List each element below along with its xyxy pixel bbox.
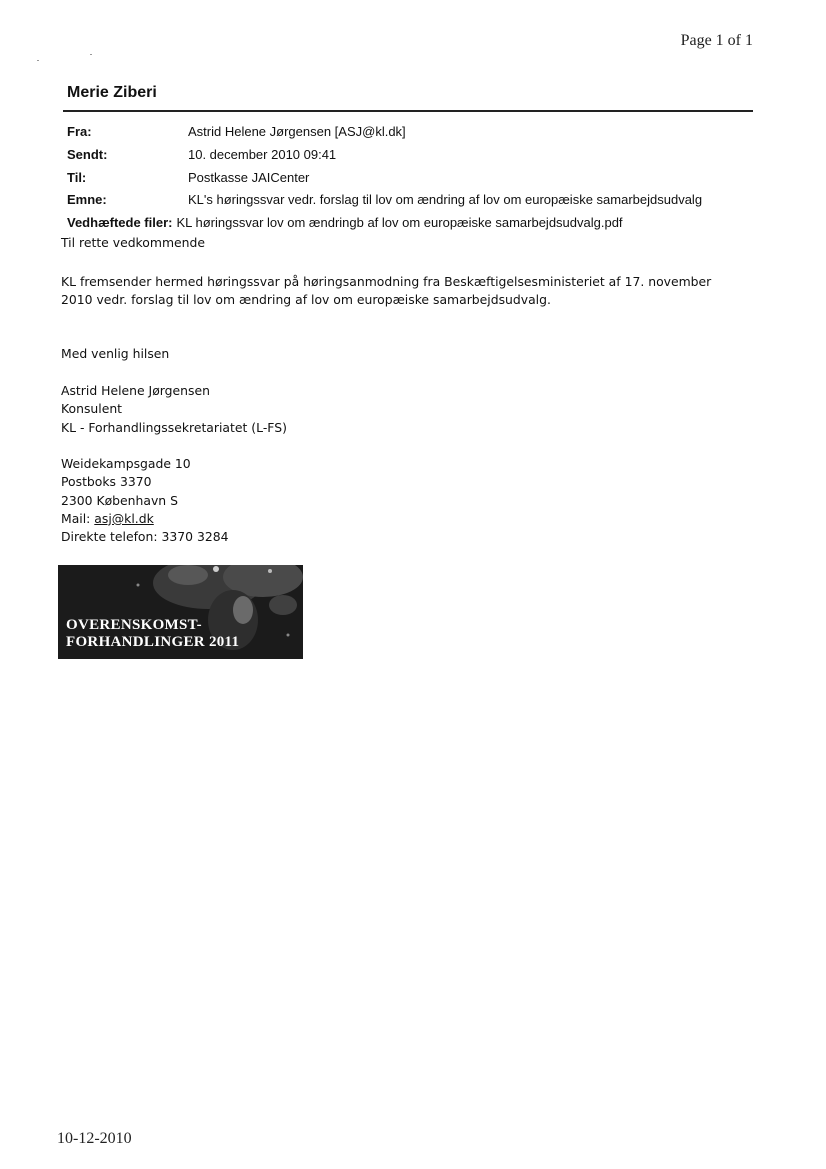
header-label: Vedhæftede filer: (67, 215, 173, 231)
scan-speck (90, 54, 92, 55)
email-header-block (67, 121, 767, 235)
address-pobox: Postboks 3370 (61, 474, 152, 490)
greeting: Til rette vedkommende (61, 235, 205, 250)
address-block (61, 455, 761, 546)
header-value-sent: 10. december 2010 09:41 (188, 146, 337, 162)
header-row-subject (67, 189, 767, 212)
header-row-attachments (67, 212, 767, 235)
signature-department: KL - Forhandlingssekretariatet (L-FS) (61, 419, 287, 435)
address-city: 2300 København S (61, 492, 178, 508)
message-paragraph (61, 273, 761, 310)
mail-label: Mail: (61, 510, 95, 526)
email-link[interactable]: asj@kl.dk (94, 510, 154, 526)
footer-date: 10-12-2010 (57, 1130, 132, 1147)
paragraph-line: KL fremsender hermed høringssvar på høringsanmodning fra Beskæftigelsesministeriet af 17. november (61, 274, 712, 289)
header-row-sent (67, 144, 767, 167)
page-number: Page 1 of 1 (680, 32, 753, 49)
header-value-subject: KL's høringssvar vedr. forslag til lov om ændring af lov om europæiske samarbejdsudvalg (188, 192, 703, 208)
mailbox-owner-name: Merie Ziberi (67, 84, 157, 101)
phone-line: Direkte telefon: 3370 3284 (61, 529, 229, 545)
scan-speck (37, 60, 39, 61)
header-label: Til: (67, 169, 87, 185)
banner-text (66, 617, 239, 651)
banner-line: FORHANDLINGER 2011 (66, 634, 240, 650)
address-street: Weidekampsgade 10 (61, 456, 191, 471)
header-value-from: Astrid Helene Jørgensen [ASJ@kl.dk] (188, 124, 406, 139)
header-divider (63, 110, 753, 112)
header-row-from (67, 121, 767, 144)
attachment-filename[interactable]: KL høringssvar lov om ændringb af lov om europæiske samarbejdsudvalg.pdf (176, 215, 623, 231)
header-label: Emne: (67, 192, 107, 208)
negotiations-banner-image (58, 565, 303, 659)
paragraph-line: 2010 vedr. forslag til lov om ændring af lov om europæiske samarbejdsudvalg. (61, 292, 551, 308)
mail-line (61, 510, 761, 528)
closing: Med venlig hilsen (61, 346, 170, 361)
header-label: Fra: (67, 124, 92, 139)
signature-name: Astrid Helene Jørgensen (61, 383, 210, 398)
header-value-to: Postkasse JAICenter (188, 169, 310, 185)
signature-block (61, 382, 761, 437)
header-label: Sendt: (67, 146, 108, 162)
signature-title: Konsulent (61, 401, 123, 417)
header-row-to (67, 167, 767, 190)
banner-line: OVERENSKOMST- (66, 617, 202, 633)
